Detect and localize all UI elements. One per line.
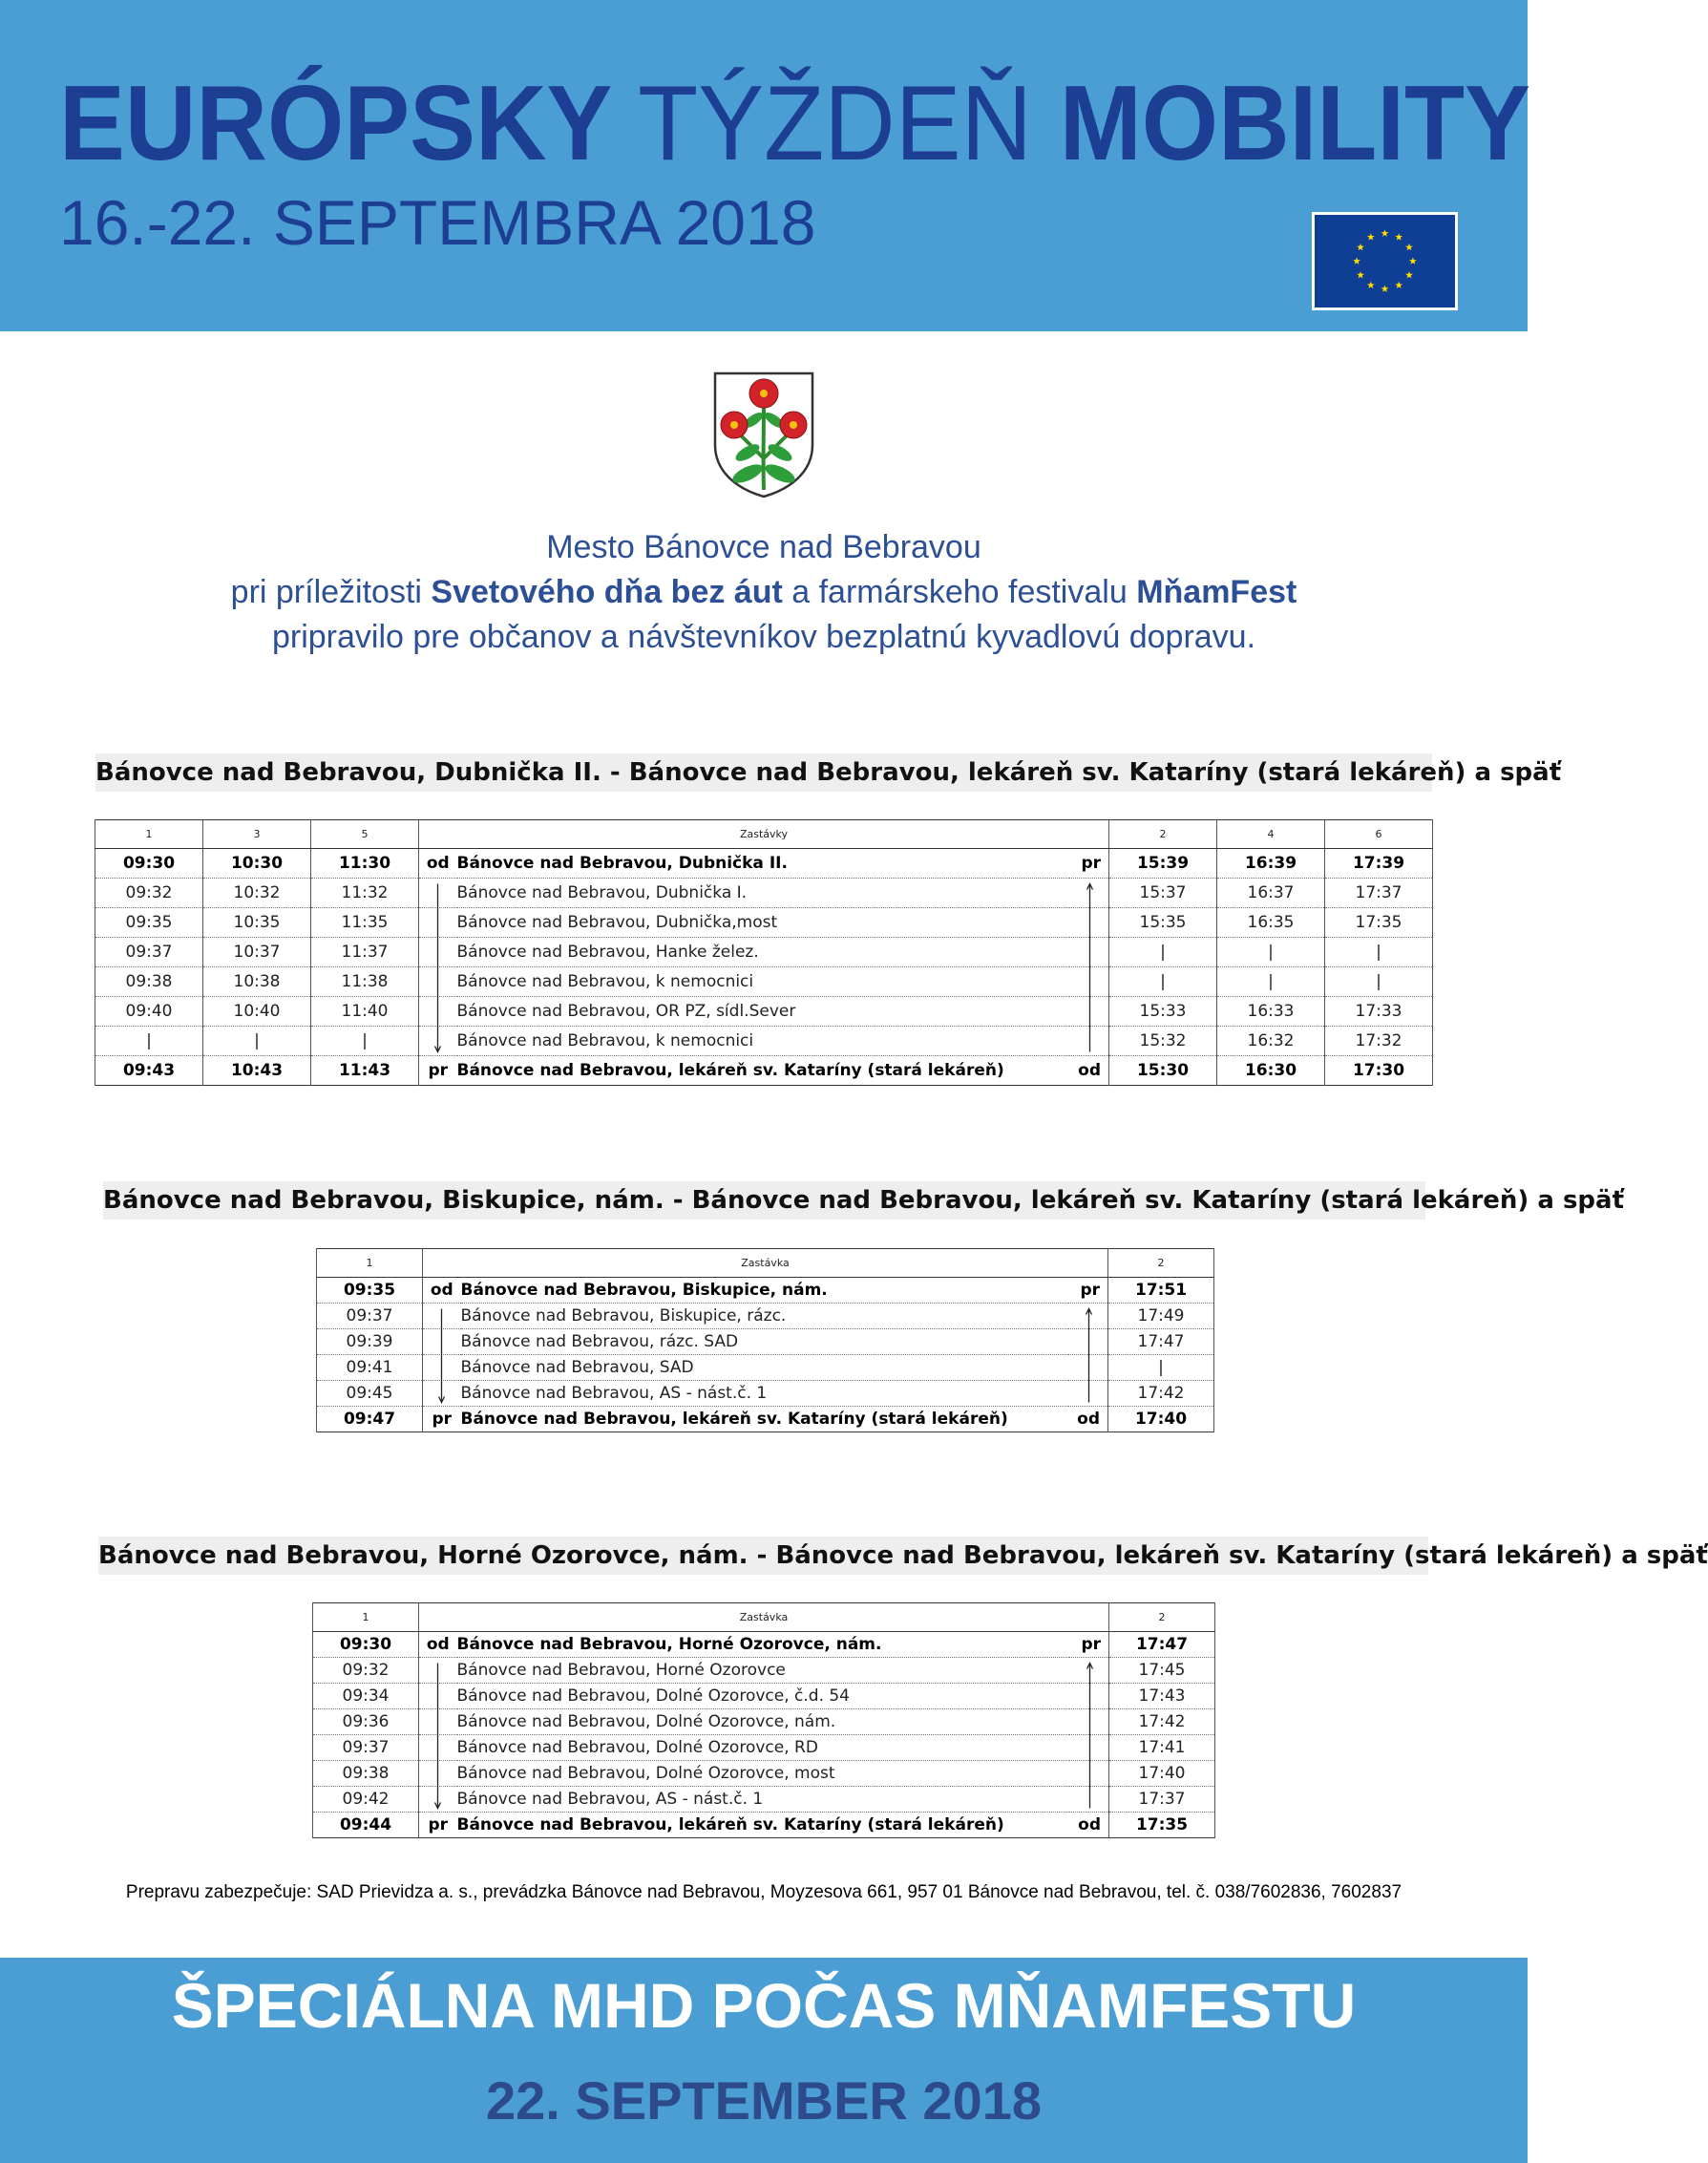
timetable-header bbox=[313, 1603, 1215, 1632]
direction-label-start: od bbox=[423, 1278, 461, 1304]
direction-label-start bbox=[419, 1709, 457, 1735]
direction-label-end: od bbox=[1069, 1056, 1109, 1086]
departure-time: 09:30 bbox=[95, 849, 203, 879]
departure-time: 09:47 bbox=[317, 1407, 423, 1432]
trip-number: 1 bbox=[95, 820, 203, 849]
stop-name: Bánovce nad Bebravou, Biskupice, rázc. bbox=[461, 1304, 1068, 1329]
departure-time: 11:32 bbox=[311, 879, 419, 908]
direction-label-end bbox=[1069, 1787, 1109, 1813]
return-time: 17:32 bbox=[1325, 1027, 1433, 1056]
direction-label-start bbox=[419, 1684, 457, 1709]
stop-name: Bánovce nad Bebravou, lekáreň sv. Kataríny (stará lekáreň) bbox=[456, 1061, 1004, 1080]
return-time: 15:30 bbox=[1109, 1056, 1217, 1086]
return-time: | bbox=[1109, 938, 1217, 967]
return-time: 15:39 bbox=[1109, 849, 1217, 879]
stop-name: Bánovce nad Bebravou, OR PZ, sídl.Sever bbox=[457, 997, 1069, 1027]
title-part-mobility: MOBILITY bbox=[1059, 64, 1530, 182]
direction-label-start bbox=[423, 1304, 461, 1329]
stop-name: Bánovce nad Bebravou, lekáreň sv. Kataríny (stará lekáreň) bbox=[460, 1410, 1008, 1429]
table-row bbox=[317, 1381, 1214, 1407]
return-time: 16:33 bbox=[1217, 997, 1325, 1027]
direction-label-end bbox=[1069, 1709, 1109, 1735]
departure-time: 11:37 bbox=[311, 938, 419, 967]
timetable-header bbox=[317, 1249, 1214, 1278]
departure-time: 09:44 bbox=[313, 1813, 419, 1838]
stop-name: Bánovce nad Bebravou, k nemocnici bbox=[457, 967, 1069, 997]
return-time: 17:40 bbox=[1108, 1407, 1214, 1432]
direction-label-start bbox=[419, 1761, 457, 1787]
return-time: 17:30 bbox=[1325, 1056, 1433, 1086]
direction-label-start bbox=[419, 908, 457, 938]
table-row bbox=[313, 1735, 1215, 1761]
direction-label-end: pr bbox=[1068, 1278, 1108, 1304]
direction-label-start bbox=[423, 1329, 461, 1355]
return-time: 16:35 bbox=[1217, 908, 1325, 938]
departure-time: 09:42 bbox=[313, 1787, 419, 1813]
special-title: ŠPECIÁLNA MHD POČAS MŇAMFESTU bbox=[171, 1970, 1357, 2041]
departure-time: 11:38 bbox=[311, 967, 419, 997]
departure-time: 09:40 bbox=[95, 997, 203, 1027]
departure-time: | bbox=[95, 1027, 203, 1056]
table-row bbox=[95, 849, 1433, 879]
table-row bbox=[313, 1632, 1215, 1658]
direction-label-start bbox=[419, 967, 457, 997]
departure-time: 09:41 bbox=[317, 1355, 423, 1381]
return-time: 17:47 bbox=[1109, 1632, 1215, 1658]
return-time: 17:40 bbox=[1109, 1761, 1215, 1787]
return-time: | bbox=[1109, 967, 1217, 997]
intro-text-b: Svetového dňa bez áut bbox=[431, 574, 783, 610]
intro-text-d: MňamFest bbox=[1136, 574, 1297, 610]
table-row bbox=[317, 1278, 1214, 1304]
trip-number: 1 bbox=[317, 1249, 423, 1278]
timetable-route-2 bbox=[316, 1248, 1214, 1432]
direction-label-end: pr bbox=[1069, 849, 1109, 879]
direction-label-end bbox=[1069, 938, 1109, 967]
return-time: 17:35 bbox=[1325, 908, 1433, 938]
intro-line-2 bbox=[0, 570, 1528, 615]
departure-time: 09:45 bbox=[317, 1381, 423, 1407]
departure-time: 09:30 bbox=[313, 1632, 419, 1658]
departure-time: 09:37 bbox=[95, 938, 203, 967]
departure-time: 11:30 bbox=[311, 849, 419, 879]
table-row bbox=[317, 1329, 1214, 1355]
departure-time: 10:30 bbox=[203, 849, 311, 879]
table-row bbox=[313, 1787, 1215, 1813]
departure-time: 09:43 bbox=[95, 1056, 203, 1086]
return-time: 15:33 bbox=[1109, 997, 1217, 1027]
table-row bbox=[317, 1304, 1214, 1329]
timetable-header bbox=[95, 820, 1433, 849]
stop-name: Bánovce nad Bebravou, Horné Ozorovce, nám. bbox=[457, 1632, 1069, 1658]
direction-label-start bbox=[419, 997, 457, 1027]
special-date: 22. SEPTEMBER 2018 bbox=[485, 2070, 1043, 2131]
stop-name: Bánovce nad Bebravou, Biskupice, nám. bbox=[461, 1278, 1068, 1304]
return-time: 17:33 bbox=[1325, 997, 1433, 1027]
direction-label-start: pr bbox=[419, 1813, 457, 1838]
intro-text-a: pri príležitosti bbox=[230, 574, 432, 610]
departure-time: 09:35 bbox=[317, 1278, 423, 1304]
return-time: 17:45 bbox=[1109, 1658, 1215, 1684]
return-time: 15:35 bbox=[1109, 908, 1217, 938]
departure-time: 10:35 bbox=[203, 908, 311, 938]
trip-number: 6 bbox=[1325, 820, 1433, 849]
intro-line-1: Mesto Bánovce nad Bebravou bbox=[546, 529, 981, 565]
direction-label-start bbox=[419, 1787, 457, 1813]
return-time: 17:42 bbox=[1109, 1709, 1215, 1735]
departure-time: 09:36 bbox=[313, 1709, 419, 1735]
departure-time: 09:37 bbox=[317, 1304, 423, 1329]
route-heading-3: Bánovce nad Bebravou, Horné Ozorovce, nám. - Bánovce nad Bebravou, lekáreň sv. Kataríny (stará lekáreň) a späť bbox=[98, 1537, 1428, 1575]
trip-number: 2 bbox=[1109, 820, 1217, 849]
stop-name: Bánovce nad Bebravou, Dubnička II. bbox=[457, 849, 1069, 879]
direction-label-end: od bbox=[1069, 1813, 1109, 1838]
direction-label-end bbox=[1069, 908, 1109, 938]
departure-time: 11:40 bbox=[311, 997, 419, 1027]
departure-time: 09:34 bbox=[313, 1684, 419, 1709]
stop-name: Bánovce nad Bebravou, Horné Ozorovce bbox=[457, 1658, 1069, 1684]
trip-number: 1 bbox=[313, 1603, 419, 1632]
direction-label-start bbox=[419, 879, 457, 908]
departure-time: 11:35 bbox=[311, 908, 419, 938]
intro-line-3: pripravilo pre občanov a návštevníkov bezplatnú kyvadlovú dopravu. bbox=[271, 619, 1256, 655]
departure-time: 10:40 bbox=[203, 997, 311, 1027]
page-title bbox=[59, 64, 1530, 182]
direction-label-start bbox=[419, 938, 457, 967]
table-row bbox=[313, 1709, 1215, 1735]
stop-name: Bánovce nad Bebravou, Dolné Ozorovce, RD bbox=[457, 1735, 1069, 1761]
trip-number: 4 bbox=[1217, 820, 1325, 849]
return-time: 16:37 bbox=[1217, 879, 1325, 908]
departure-time: 09:39 bbox=[317, 1329, 423, 1355]
direction-label-end bbox=[1069, 1027, 1109, 1056]
table-row bbox=[95, 997, 1433, 1027]
direction-label-end bbox=[1069, 1735, 1109, 1761]
carrier-info: Prepravu zabezpečuje: SAD Prievidza a. s., prevádzka Bánovce nad Bebravou, Moyzesova 661, 957 01 Bánovce nad Bebravou, tel. č. 038/7602836, 7602837 bbox=[125, 1882, 1402, 1902]
table-row bbox=[95, 1056, 1433, 1086]
departure-time: 09:37 bbox=[313, 1735, 419, 1761]
table-row bbox=[317, 1407, 1214, 1432]
direction-label-end: od bbox=[1068, 1407, 1108, 1432]
return-time: 16:39 bbox=[1217, 849, 1325, 879]
stop-name: Bánovce nad Bebravou, rázc. SAD bbox=[461, 1329, 1068, 1355]
return-time: 17:42 bbox=[1108, 1381, 1214, 1407]
return-time: 17:43 bbox=[1109, 1684, 1215, 1709]
direction-label-end bbox=[1068, 1381, 1108, 1407]
direction-label-end bbox=[1069, 879, 1109, 908]
departure-time: 11:43 bbox=[311, 1056, 419, 1086]
stop-name: Bánovce nad Bebravou, AS - nást.č. 1 bbox=[461, 1381, 1068, 1407]
table-row bbox=[313, 1684, 1215, 1709]
return-time: | bbox=[1217, 938, 1325, 967]
departure-time: | bbox=[311, 1027, 419, 1056]
direction-label-end bbox=[1069, 1658, 1109, 1684]
direction-label-start: pr bbox=[423, 1407, 461, 1432]
trip-number: 5 bbox=[311, 820, 419, 849]
stop-name: Bánovce nad Bebravou, Dolné Ozorovce, nám. bbox=[457, 1709, 1069, 1735]
return-time: 17:37 bbox=[1109, 1787, 1215, 1813]
coat-of-arms-icon bbox=[711, 371, 816, 499]
direction-label-start bbox=[423, 1355, 461, 1381]
table-row bbox=[317, 1355, 1214, 1381]
departure-time: | bbox=[203, 1027, 311, 1056]
return-time: | bbox=[1217, 967, 1325, 997]
return-time: | bbox=[1108, 1355, 1214, 1381]
stop-name: Bánovce nad Bebravou, lekáreň sv. Kataríny (stará lekáreň) bbox=[456, 1815, 1004, 1834]
return-time: 17:39 bbox=[1325, 849, 1433, 879]
direction-label-end bbox=[1068, 1304, 1108, 1329]
departure-time: 10:32 bbox=[203, 879, 311, 908]
intro-text-c: a farmárskeho festivalu bbox=[782, 574, 1137, 610]
direction-label-start: pr bbox=[419, 1056, 457, 1086]
direction-label-end bbox=[1069, 967, 1109, 997]
table-row bbox=[313, 1813, 1215, 1838]
stops-header: Zastávka bbox=[423, 1249, 1108, 1278]
return-time: 17:41 bbox=[1109, 1735, 1215, 1761]
departure-time: 09:38 bbox=[95, 967, 203, 997]
stop-name: Bánovce nad Bebravou, Dubnička,most bbox=[457, 908, 1069, 938]
event-dates: 16.-22. SEPTEMBRA 2018 bbox=[59, 187, 816, 258]
return-time: 17:35 bbox=[1109, 1813, 1215, 1838]
direction-label-end: pr bbox=[1069, 1632, 1109, 1658]
return-time: 16:30 bbox=[1217, 1056, 1325, 1086]
return-time: 17:47 bbox=[1108, 1329, 1214, 1355]
table-row bbox=[95, 908, 1433, 938]
departure-time: 10:43 bbox=[203, 1056, 311, 1086]
departure-time: 09:38 bbox=[313, 1761, 419, 1787]
departure-time: 10:37 bbox=[203, 938, 311, 967]
return-time: | bbox=[1325, 967, 1433, 997]
departure-time: 09:32 bbox=[95, 879, 203, 908]
stop-name: Bánovce nad Bebravou, AS - nást.č. 1 bbox=[457, 1787, 1069, 1813]
direction-label-start bbox=[419, 1735, 457, 1761]
return-time: 17:49 bbox=[1108, 1304, 1214, 1329]
direction-label-end bbox=[1068, 1355, 1108, 1381]
table-row bbox=[95, 1027, 1433, 1056]
stop-name: Bánovce nad Bebravou, k nemocnici bbox=[457, 1027, 1069, 1056]
direction-label-start bbox=[423, 1381, 461, 1407]
table-row bbox=[313, 1761, 1215, 1787]
trip-number: 2 bbox=[1109, 1603, 1215, 1632]
stop-name: Bánovce nad Bebravou, Dubnička I. bbox=[457, 879, 1069, 908]
return-time: 17:37 bbox=[1325, 879, 1433, 908]
return-time: 15:37 bbox=[1109, 879, 1217, 908]
table-row bbox=[95, 967, 1433, 997]
direction-label-start: od bbox=[419, 1632, 457, 1658]
return-time: 15:32 bbox=[1109, 1027, 1217, 1056]
eu-flag-icon bbox=[1312, 212, 1458, 310]
trip-number: 3 bbox=[203, 820, 311, 849]
direction-label-start bbox=[419, 1658, 457, 1684]
stop-name: Bánovce nad Bebravou, Hanke želez. bbox=[457, 938, 1069, 967]
table-row bbox=[313, 1658, 1215, 1684]
table-row bbox=[95, 938, 1433, 967]
direction-label-end bbox=[1069, 997, 1109, 1027]
return-time: 17:51 bbox=[1108, 1278, 1214, 1304]
direction-label-end bbox=[1069, 1684, 1109, 1709]
return-time: | bbox=[1325, 938, 1433, 967]
title-part-europsky: EURÓPSKY bbox=[59, 64, 613, 182]
direction-label-end bbox=[1068, 1329, 1108, 1355]
direction-label-start: od bbox=[419, 849, 457, 879]
title-part-tyzden: TÝŽDEŇ bbox=[638, 64, 1033, 182]
departure-time: 09:32 bbox=[313, 1658, 419, 1684]
table-row bbox=[95, 879, 1433, 908]
departure-time: 09:35 bbox=[95, 908, 203, 938]
return-time: 16:32 bbox=[1217, 1027, 1325, 1056]
stop-name: Bánovce nad Bebravou, Dolné Ozorovce, most bbox=[457, 1761, 1069, 1787]
timetable-route-3 bbox=[312, 1602, 1215, 1838]
route-heading-1: Bánovce nad Bebravou, Dubnička II. - Bánovce nad Bebravou, lekáreň sv. Kataríny (stará lekáreň) a späť bbox=[95, 753, 1432, 792]
timetable-route-1 bbox=[95, 819, 1433, 1086]
direction-label-end bbox=[1069, 1761, 1109, 1787]
direction-label-start bbox=[419, 1027, 457, 1056]
stops-header: Zastávky bbox=[419, 820, 1109, 849]
departure-time: 10:38 bbox=[203, 967, 311, 997]
trip-number: 2 bbox=[1108, 1249, 1214, 1278]
stop-name: Bánovce nad Bebravou, SAD bbox=[461, 1355, 1068, 1381]
stop-name: Bánovce nad Bebravou, Dolné Ozorovce, č.d. 54 bbox=[457, 1684, 1069, 1709]
route-heading-2: Bánovce nad Bebravou, Biskupice, nám. - Bánovce nad Bebravou, lekáreň sv. Kataríny (stará lekáreň) a späť bbox=[103, 1181, 1425, 1219]
stops-header: Zastávka bbox=[419, 1603, 1109, 1632]
